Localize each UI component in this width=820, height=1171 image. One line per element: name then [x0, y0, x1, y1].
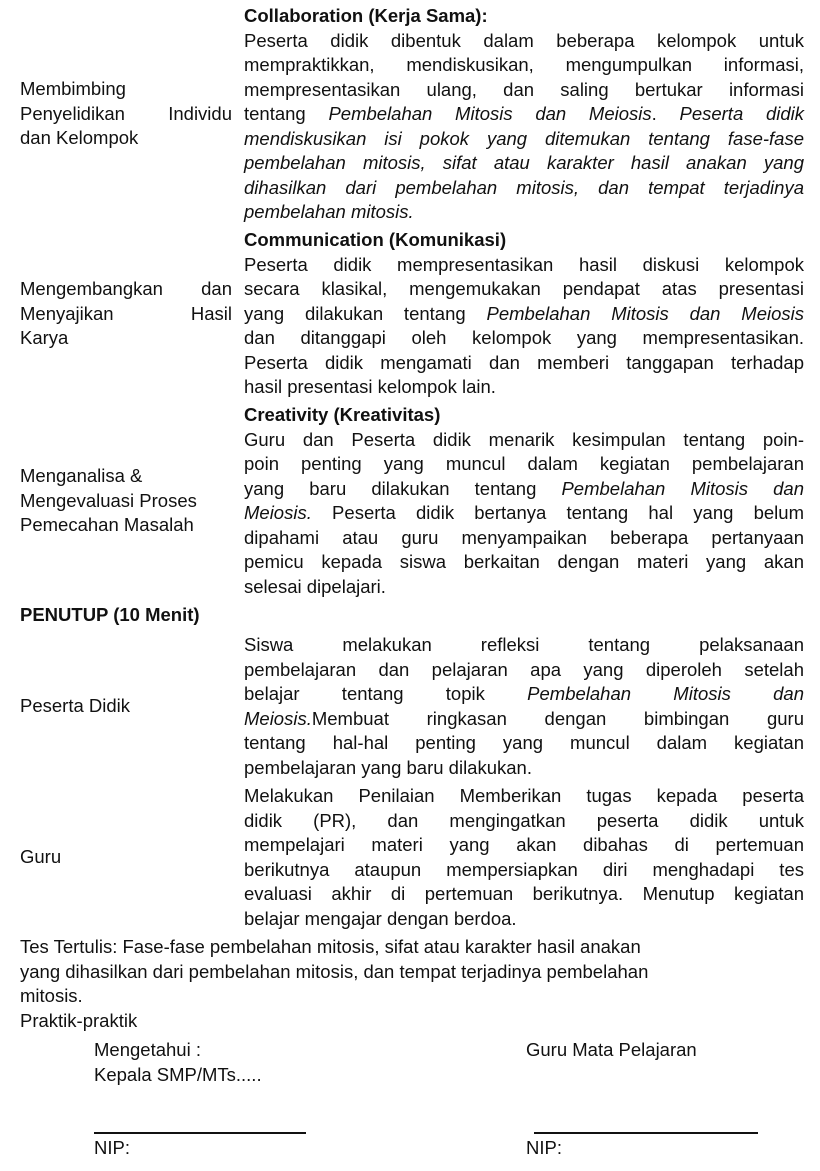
row-label	[20, 845, 232, 870]
content-line	[244, 176, 804, 201]
signature-left-role: Kepala SMP/MTs.....	[94, 1063, 262, 1085]
signature-left-line	[94, 1132, 306, 1134]
content-line	[244, 253, 804, 278]
italic-text: pembelahan mitosis.	[244, 201, 414, 222]
text-run: mempelajari materi yang akan dibahas di pertemuan	[244, 834, 804, 855]
row-content	[244, 228, 804, 400]
text-run: pembelajaran dan pelajaran apa yang diperoleh setelah	[244, 658, 804, 680]
text-run: berikutnya ataupun mempersiapkan diri menghadapi tes	[244, 858, 804, 880]
assessment-line: Tes Tertulis: Fase-fase pembelahan mitosis, sifat atau karakter hasil anakan	[20, 936, 641, 957]
italic-text: Peserta didik	[679, 103, 805, 124]
text-run: belajar mengajar dengan berdoa.	[244, 907, 517, 929]
italic-text: pembelahan mitosis, sifat atau karakter hasil anakan yang	[244, 152, 804, 173]
content-line	[244, 326, 804, 351]
content-line	[244, 858, 804, 883]
content-line	[244, 302, 804, 327]
label-line: Membimbing	[20, 78, 126, 99]
content-line	[244, 102, 804, 127]
text-run: pemicu kepada siswa berkaitan dengan materi yang akan	[244, 551, 804, 572]
text-run: secara klasikal, mengemukakan pendapat atas presentasi	[244, 278, 804, 299]
content-line	[244, 633, 804, 658]
content-line	[244, 53, 804, 78]
italic-text: Pembelahan Mitosis dan	[527, 683, 805, 704]
section-heading: Communication (Komunikasi)	[244, 229, 507, 250]
content-line	[244, 658, 804, 683]
penutup-title: PENUTUP (10 Menit)	[20, 604, 200, 625]
italic-text: dihasilkan dari pembelahan mitosis, dan tempat terjadinya	[244, 176, 804, 198]
content-line	[244, 452, 804, 477]
text-run: Peserta didik mempresentasikan hasil diskusi kelompok	[244, 253, 804, 275]
content-line	[244, 784, 804, 809]
signature-left	[94, 1038, 262, 1087]
label-line: Pemecahan Masalah	[20, 514, 194, 535]
text-run: Peserta didik dibentuk dalam beberapa kelompok untuk	[244, 29, 804, 51]
content-line	[244, 151, 804, 176]
content-line	[244, 375, 804, 400]
row-content	[244, 403, 804, 599]
label-line: Peserta Didik	[20, 695, 131, 716]
section-heading: Creativity (Kreativitas)	[244, 404, 441, 425]
text-run: Melakukan Penilaian Memberikan tugas kepada peserta	[244, 785, 804, 806]
text-run: mempraktikkan, mendiskusikan, mengumpulkan informasi,	[244, 54, 804, 75]
content-line	[244, 127, 804, 152]
label-line: Karya	[20, 327, 69, 348]
italic-text: mendiskusikan isi pokok yang ditemukan tentang fase-fase	[244, 127, 804, 149]
italic-text: Pembelahan Mitosis dan	[561, 477, 804, 499]
row-label	[20, 694, 232, 719]
signature-right-nip: NIP:	[526, 1137, 562, 1158]
assessment-line: Praktik-praktik	[20, 1009, 138, 1031]
text-run: yang baru dilakukan tentang	[244, 477, 562, 499]
signature-left-title: Mengetahui :	[94, 1039, 201, 1060]
text-run: yang dilakukan tentang	[244, 302, 487, 324]
label-line: Guru	[20, 846, 62, 867]
content-line	[244, 809, 804, 834]
assessment-line: yang dihasilkan dari pembelahan mitosis, dan tempat terjadinya pembelahan	[20, 960, 649, 982]
text-run: pembelajaran yang baru dilakukan.	[244, 756, 532, 778]
row-content	[244, 784, 804, 931]
row-content	[244, 4, 804, 225]
italic-text: Pembelahan Mitosis dan Meiosis	[486, 302, 804, 324]
content-line	[244, 351, 804, 376]
signature-right	[526, 1038, 697, 1063]
label-line: Mengembangkan dan	[20, 278, 232, 299]
italic-text: Pembelahan Mitosis dan Meiosis	[328, 103, 652, 124]
row-label	[20, 77, 232, 151]
signature-left-nip: NIP:	[94, 1137, 130, 1158]
label-line: dan Kelompok	[20, 127, 139, 148]
content-line	[244, 29, 804, 54]
content-line	[244, 833, 804, 858]
content-line	[244, 550, 804, 575]
text-run: Peserta didik mengamati dan memberi tanggapan terhadap	[244, 351, 804, 373]
row-label	[20, 464, 232, 538]
content-line	[244, 200, 804, 225]
content-line	[244, 907, 804, 932]
text-run: evaluasi akhir di pertemuan berikutnya. Menutup kegiatan	[244, 883, 804, 904]
label-line: Penyelidikan Individu	[20, 102, 232, 124]
text-run: poin penting yang muncul dalam kegiatan pembelajaran	[244, 453, 804, 474]
label-line: Menganalisa &	[20, 465, 143, 486]
text-run: Peserta didik bertanya tentang hal yang belum	[311, 502, 804, 523]
row-content	[244, 633, 804, 780]
text-run: Guru dan Peserta didik menarik kesimpulan tentang poin-	[244, 428, 804, 450]
content-line	[244, 575, 804, 600]
signature-right-title: Guru Mata Pelajaran	[526, 1039, 697, 1060]
italic-text: Meiosis.	[244, 707, 312, 729]
text-run: belajar tentang topik	[244, 683, 528, 704]
text-run: dipahami atau guru menyampaikan beberapa pertanyaan	[244, 526, 804, 548]
section-heading: Collaboration (Kerja Sama):	[244, 5, 488, 26]
assessment-line: mitosis.	[20, 985, 83, 1006]
text-run: tentang hal-hal penting yang muncul dalam kegiatan	[244, 732, 804, 753]
text-run: .	[651, 103, 680, 124]
signature-right-line	[534, 1132, 758, 1134]
content-line	[244, 428, 804, 453]
content-line	[244, 501, 804, 526]
content-line	[244, 882, 804, 907]
assessment-text	[20, 935, 648, 1033]
text-run: Siswa melakukan refleksi tentang pelaksanaan	[244, 634, 804, 655]
text-run: tentang	[244, 103, 329, 124]
label-line: Mengevaluasi Proses	[20, 489, 197, 511]
content-line	[244, 526, 804, 551]
text-run: dan ditanggapi oleh kelompok yang mempresentasikan.	[244, 327, 804, 348]
content-line	[244, 707, 804, 732]
row-label	[20, 277, 232, 351]
text-run: hasil presentasi kelompok lain.	[244, 376, 496, 397]
content-line	[244, 756, 804, 781]
content-line	[244, 731, 804, 756]
content-line	[244, 477, 804, 502]
content-line	[244, 78, 804, 103]
label-line: Menyajikan Hasil	[20, 302, 232, 324]
text-run: didik (PR), dan mengingatkan peserta didik untuk	[244, 809, 804, 831]
text-run: mempresentasikan ulang, dan saling bertukar informasi	[244, 78, 804, 100]
italic-text: Meiosis.	[244, 502, 312, 523]
text-run: selesai dipelajari.	[244, 575, 386, 597]
content-line	[244, 277, 804, 302]
content-line	[244, 682, 804, 707]
text-run: Membuat ringkasan dengan bimbingan guru	[311, 707, 804, 729]
